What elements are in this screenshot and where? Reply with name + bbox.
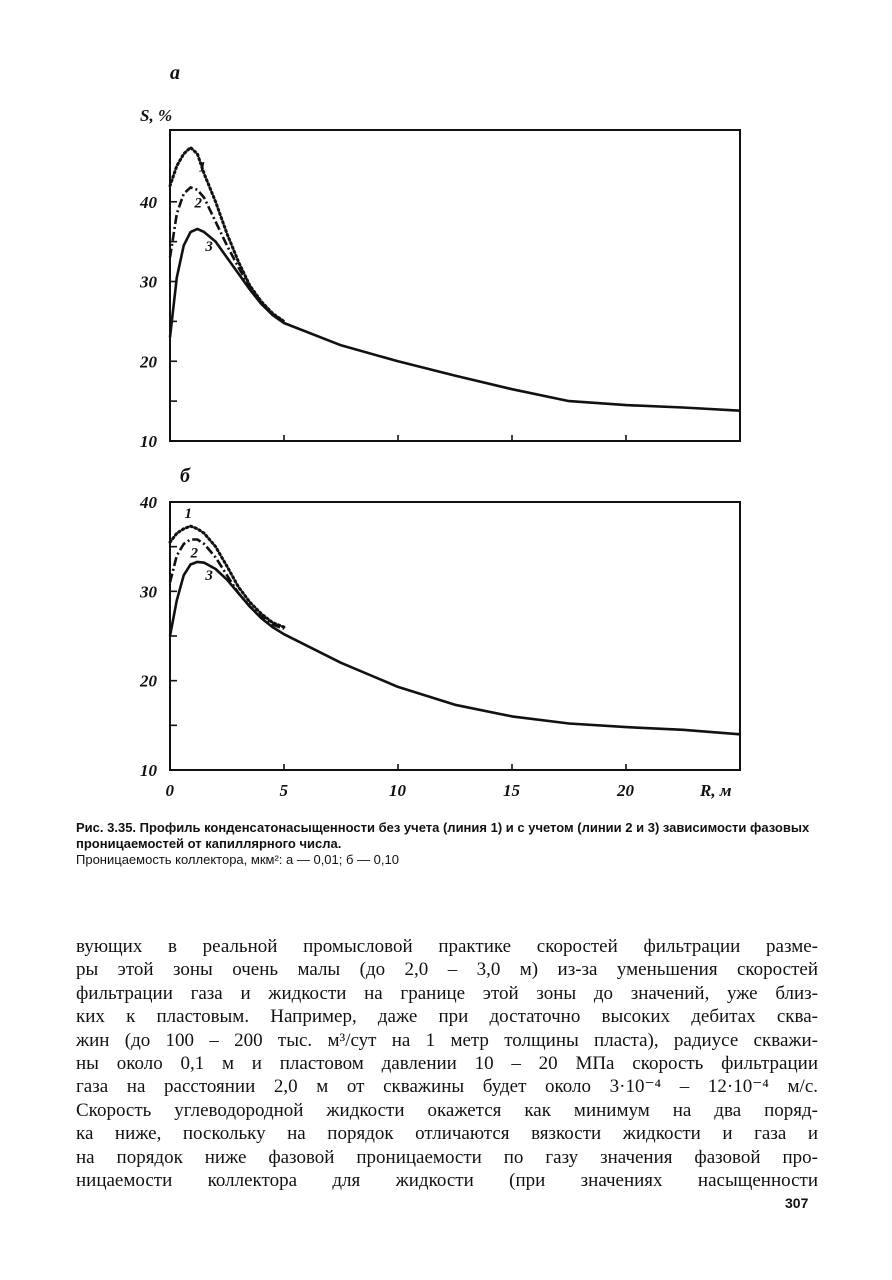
x-tick-label: 15 — [503, 781, 520, 800]
text-line: ры этой зоны очень малы (до 2,0 – 3,0 м) из-за уменьшения скоростей — [76, 959, 818, 981]
y-tick-label: 20 — [140, 352, 157, 372]
text-line: ницаемости коллектора для жидкости (при значениях насыщенности — [76, 1170, 818, 1192]
plot-frame-b — [170, 502, 740, 770]
series-line-3 — [170, 562, 740, 734]
series-label-2: 2 — [190, 545, 199, 562]
text-line: ка ниже, поскольку на порядок отличаются вязкости жидкости и газа и — [76, 1123, 818, 1145]
text-line: ких к пластовым. Например, даже при достаточно высоких дебитах сква- — [76, 1006, 818, 1028]
series-line-2 — [170, 540, 284, 629]
series-label-3: 3 — [205, 238, 213, 255]
series-label-1: 1 — [198, 159, 207, 176]
text-line: жин (до 100 – 200 тыс. м³/сут на 1 метр толщины пласта), радиусе скважи- — [76, 1029, 818, 1051]
y-tick-label: 20 — [140, 671, 157, 691]
series-label-2: 2 — [194, 195, 203, 212]
text-line: Скорость углеводородной жидкости окажется как минимум на два поряд- — [76, 1099, 818, 1121]
text-line: на порядок ниже фазовой проницаемости по газу значения фазовой про- — [76, 1146, 818, 1168]
y-axis-label: S, % — [140, 106, 173, 125]
panel-b-letter: б — [180, 465, 190, 487]
page-number: 307 — [785, 1195, 809, 1211]
y-tick-label: 30 — [140, 272, 157, 292]
x-axis-label: R, м — [700, 781, 732, 800]
series-label-3: 3 — [205, 567, 213, 584]
text-line: фильтрации газа и жидкости на границе этой зоны до значений, уже близ- — [76, 982, 818, 1004]
y-tick-label: 10 — [140, 761, 157, 780]
y-tick-label: 30 — [140, 582, 157, 602]
figure-caption — [76, 820, 816, 868]
panel-a-letter: а — [170, 62, 180, 84]
x-tick-label: 20 — [617, 781, 634, 800]
text-line: ны около 0,1 м и пластовом давлении 10 – 20 МПа скорость фильтрации — [76, 1053, 818, 1075]
text-line: вующих в реальной промысловой практике скоростей фильтрации разме- — [76, 936, 818, 957]
series-label-1: 1 — [184, 506, 193, 523]
text-line: газа на расстоянии 2,0 м от скважины будет около 3·10⁻⁴ – 12·10⁻⁴ м/с. — [76, 1076, 818, 1098]
x-tick-label: 0 — [165, 781, 174, 800]
x-tick-label: 10 — [389, 781, 406, 800]
caption-title: Рис. 3.35. Профиль конденсатонасыщенности без учета (линия 1) и с учетом (линии 2 и 3) зависимости фазовых проницаемостей от капиллярного числа. — [76, 820, 810, 851]
y-tick-label: 10 — [140, 432, 157, 451]
x-tick-label: 5 — [279, 781, 288, 800]
caption-subtitle: Проницаемость коллектора, мкм²: а — 0,01; б — 0,10 — [76, 852, 399, 867]
y-tick-label: 40 — [140, 493, 157, 512]
body-paragraph — [76, 935, 818, 1192]
y-tick-label: 40 — [140, 192, 157, 212]
